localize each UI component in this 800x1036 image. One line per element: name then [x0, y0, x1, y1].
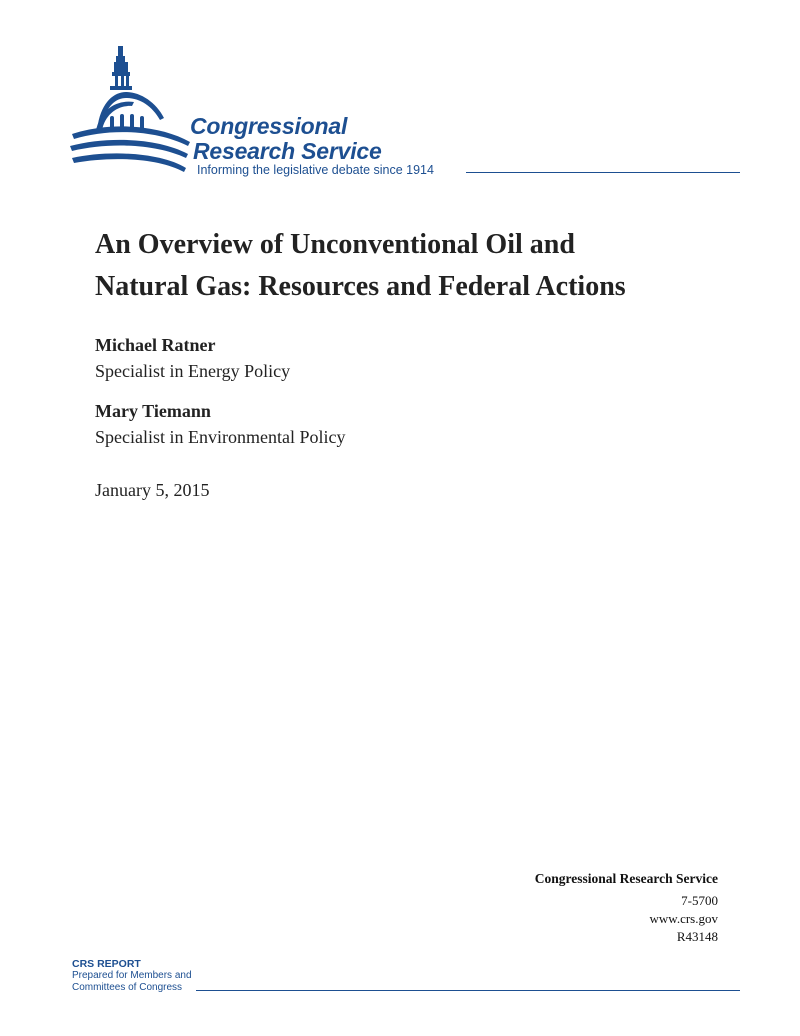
footer-label — [72, 958, 192, 994]
footer-line2: Committees of Congress — [72, 982, 183, 993]
author-role: Specialist in Energy Policy — [95, 361, 291, 381]
report-number: R43148 — [676, 929, 718, 944]
footer-divider — [196, 990, 740, 991]
brand-name — [190, 114, 382, 164]
footer-report-label: CRS REPORT — [72, 958, 141, 970]
report-title — [95, 224, 735, 308]
author-role: Specialist in Environmental Policy — [95, 427, 346, 447]
brand-tagline: Informing the legislative debate since 1914 — [197, 163, 434, 177]
footer-line1: Prepared for Members and — [72, 970, 192, 981]
report-title-line1: An Overview of Unconventional Oil and — [95, 229, 575, 260]
report-title-line2: Natural Gas: Resources and Federal Actions — [95, 271, 626, 302]
brand-name-line2: Research Service — [193, 138, 382, 164]
header-divider — [466, 172, 740, 173]
publisher-phone: 7-5700 — [681, 893, 718, 908]
brand-name-line1: Congressional — [190, 113, 348, 139]
author-name: Michael Ratner — [95, 335, 216, 355]
capitol-dome-icon — [68, 44, 192, 176]
publisher-name: Congressional Research Service — [534, 871, 718, 886]
author-name: Mary Tiemann — [95, 401, 211, 421]
report-date: January 5, 2015 — [95, 480, 210, 500]
publisher-info — [535, 870, 718, 946]
publisher-website: www.crs.gov — [649, 911, 718, 926]
